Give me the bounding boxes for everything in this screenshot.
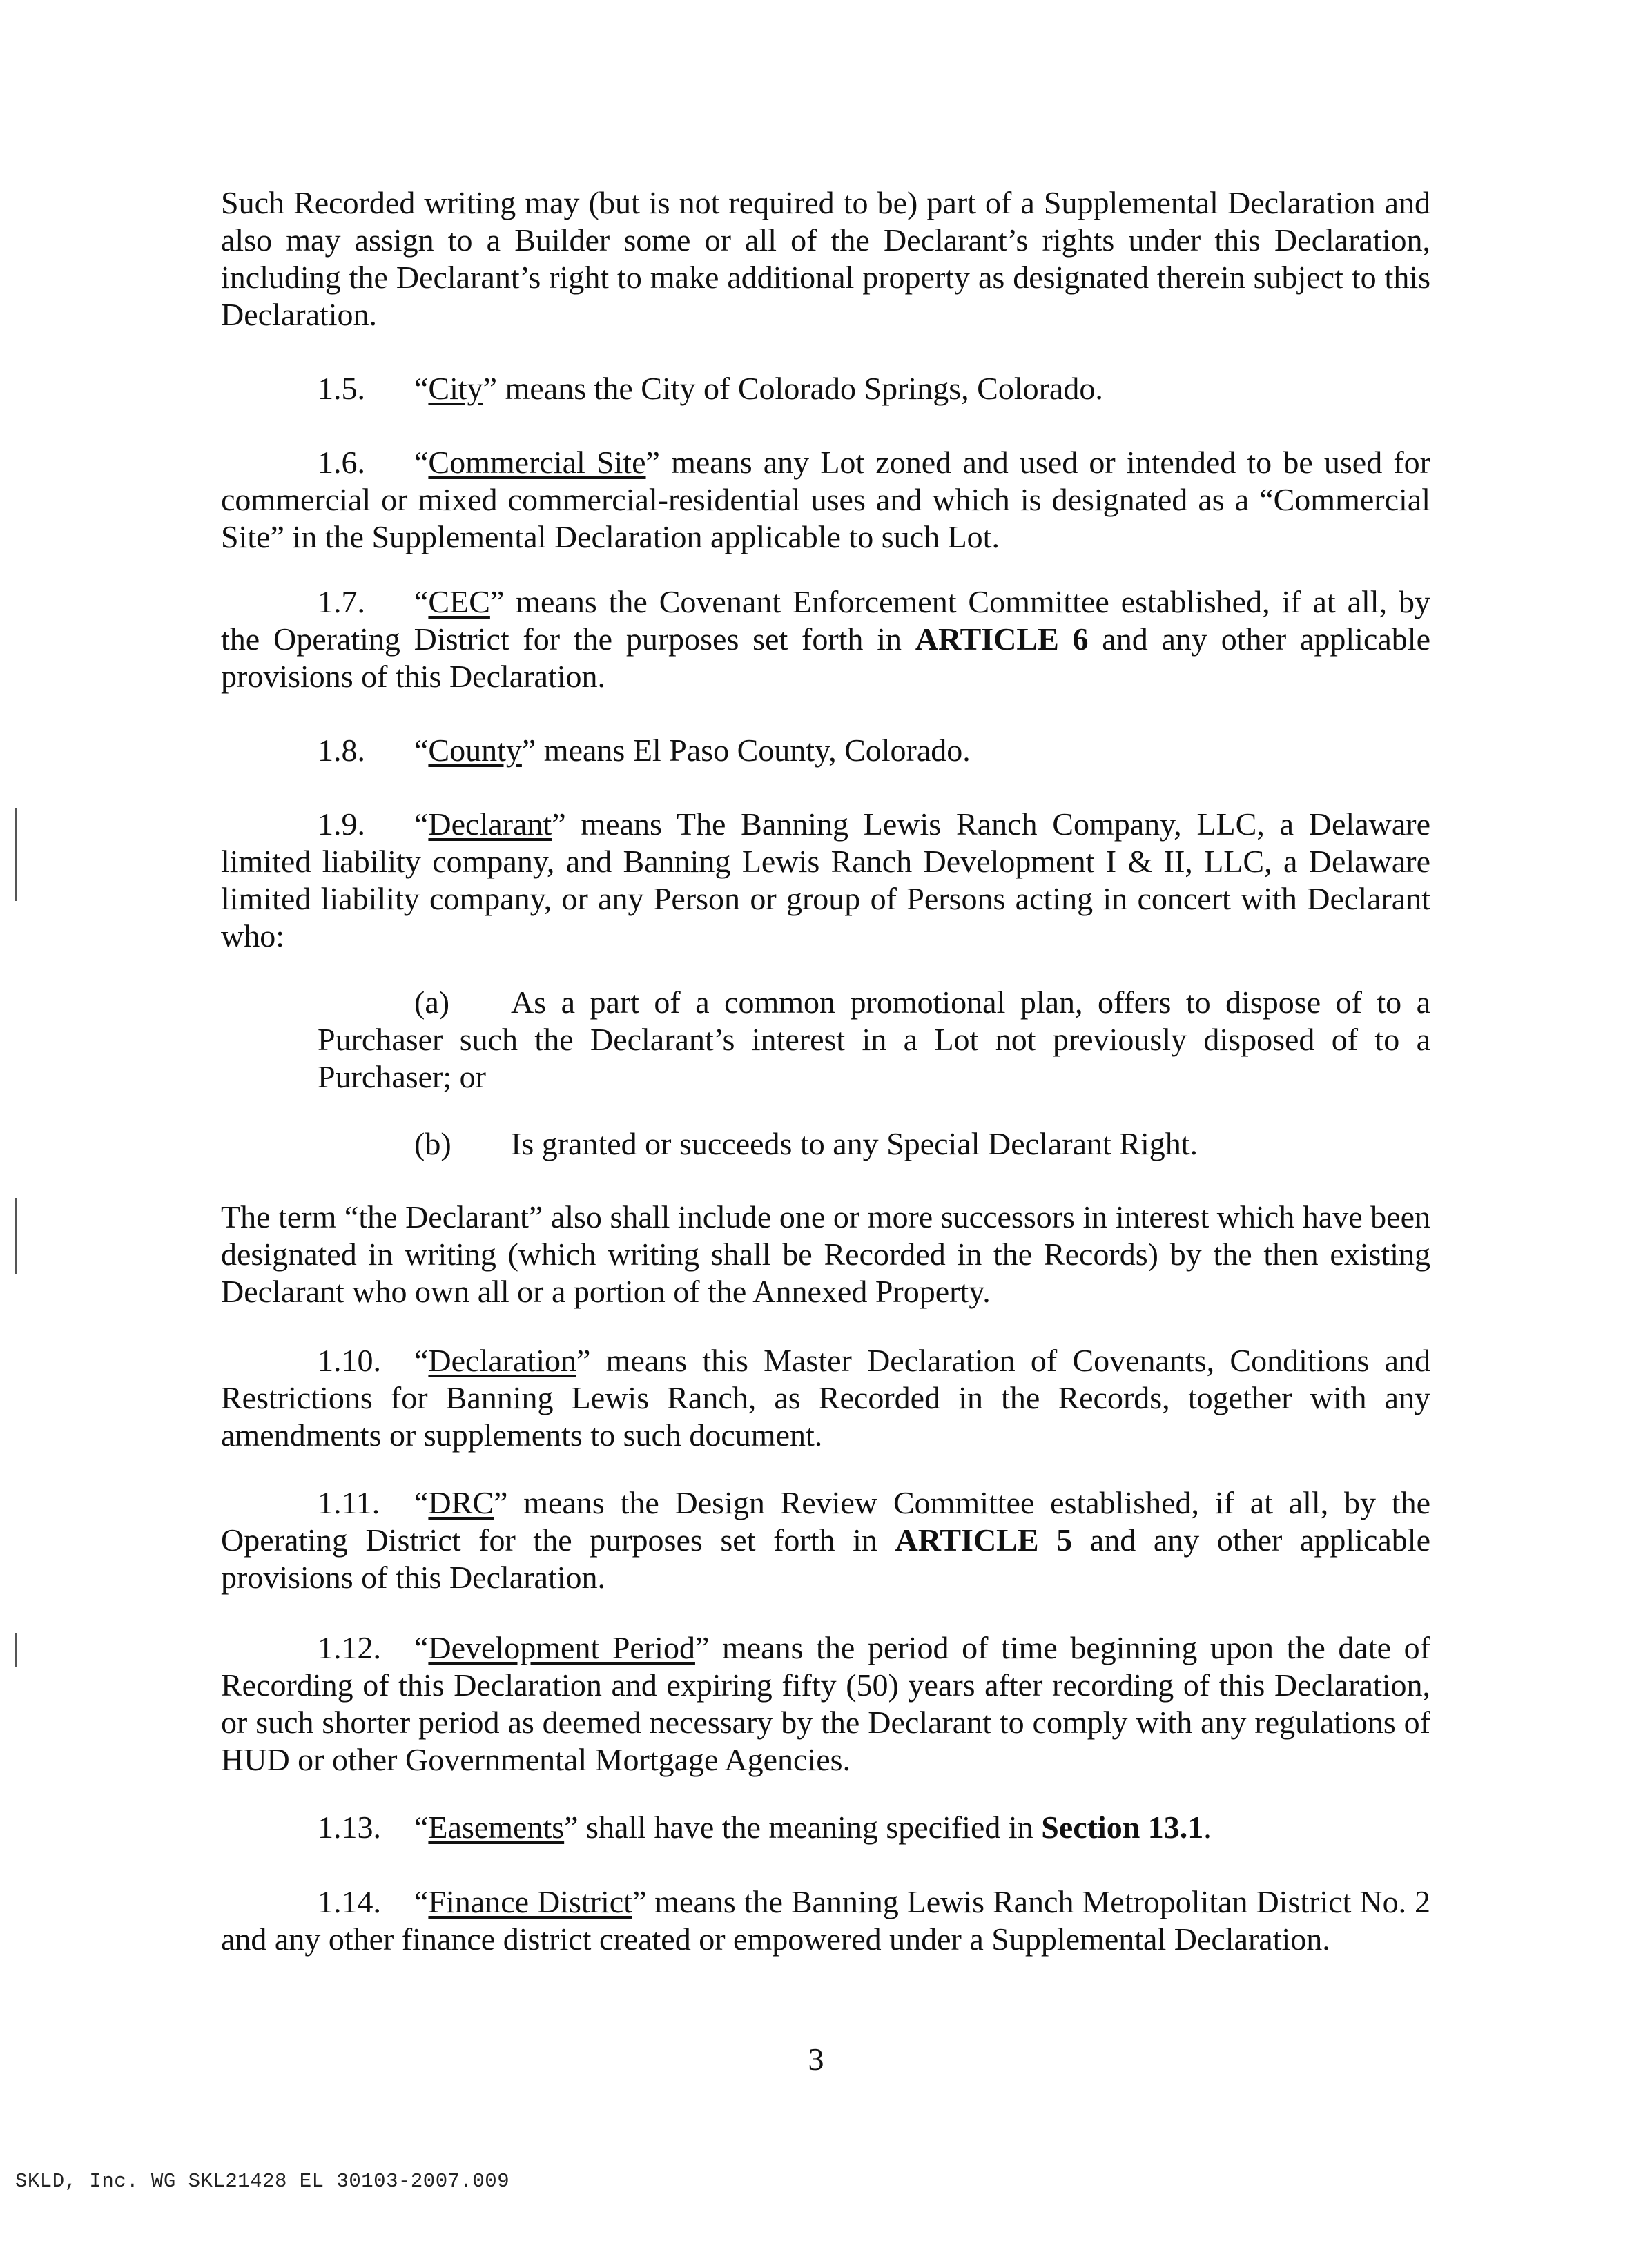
section-number: 1.10. (318, 1343, 381, 1378)
section-1-14: 1.14. “Finance District” means the Banning Lewis Ranch Metropolitan District No. 2 and any other finance district created or empowered under a Supplemental Declaration. (221, 1884, 1430, 1957)
defined-term: Declarant (428, 806, 552, 842)
sub-item-label: (b) (414, 1126, 451, 1161)
defined-term: City (428, 371, 483, 406)
section-number: 1.11. (318, 1485, 380, 1520)
sub-item-label: (a) (414, 985, 450, 1020)
section-1-10: 1.10. “Declaration” means this Master Declaration of Covenants, Conditions and Restrictions for Banning Lewis Ranch, as Recorded in the Records, together with any amendments or supplements to such document. (221, 1343, 1430, 1453)
defined-term: DRC (428, 1485, 494, 1520)
section-1-13: 1.13. “Easements” shall have the meaning specified in Section 13.1. (318, 1810, 1212, 1845)
defined-term: Commercial Site (428, 445, 646, 480)
margin-revision-bar (15, 1633, 17, 1667)
defined-term: Development Period (428, 1630, 695, 1665)
section-number: 1.7. (318, 584, 365, 619)
margin-revision-bar (15, 1198, 17, 1274)
section-number: 1.8. (318, 733, 365, 768)
section-1-9: 1.9. “Declarant” means The Banning Lewis Ranch Company, LLC, a Delaware limited liability company, and Banning Lewis Ranch Development I & II, LLC, a Delaware limited liability company, or any Person or group of Persons acting in concert with Declarant who: (221, 806, 1430, 953)
section-number: 1.5. (318, 371, 365, 406)
sub-item-b: (b) Is granted or succeeds to any Special Declarant Right. (414, 1126, 1198, 1161)
section-1-6: 1.6. “Commercial Site” means any Lot zoned and used or intended to be used for commercial or mixed commercial-residential uses and which is designated as a “Commercial Site” in the Supplemental Declaration applicable to such Lot. (221, 445, 1430, 554)
article-reference: ARTICLE 6 (915, 621, 1089, 657)
section-1-8: 1.8. “County” means El Paso County, Colorado. (318, 733, 971, 768)
article-reference: ARTICLE 5 (895, 1522, 1073, 1558)
section-1-7: 1.7. “CEC” means the Covenant Enforcement Committee established, if at all, by the Operating District for the purposes set forth in ARTICLE 6 and any other applicable provisions of this Declaration. (221, 584, 1430, 694)
sub-item-a: (a) As a part of a common promotional plan, offers to dispose of to a Purchaser such the Declarant’s interest in a Lot not previously disposed of to a Purchaser; or (318, 985, 1430, 1094)
section-number: 1.13. (318, 1810, 381, 1845)
defined-term: Declaration (428, 1343, 576, 1378)
page-number: 3 (808, 2042, 824, 2077)
section-number: 1.14. (318, 1884, 381, 1919)
margin-revision-bar (15, 808, 17, 901)
defined-term: Finance District (428, 1884, 632, 1919)
section-number: 1.9. (318, 806, 365, 842)
document-footer: SKLD, Inc. WG SKL21428 EL 30103-2007.009 (15, 2170, 510, 2193)
section-1-12: 1.12. “Development Period” means the period of time beginning upon the date of Recording of this Declaration and expiring fifty (50) years after recording of this Declaration, or such shorter period as deemed necessary by the Declarant to comply with any regulations of HUD or other Governmental Mortgage Agencies. (221, 1630, 1430, 1777)
section-1-5: 1.5. “City” means the City of Colorado Springs, Colorado. (318, 371, 1103, 406)
defined-term: County (428, 733, 522, 768)
section-number: 1.6. (318, 445, 365, 480)
defined-term: CEC (428, 584, 490, 619)
defined-term: Easements (428, 1810, 565, 1845)
section-1-11: 1.11. “DRC” means the Design Review Committee established, if at all, by the Operating District for the purposes set forth in ARTICLE 5 and any other applicable provisions of this Declaration. (221, 1485, 1430, 1595)
declarant-tail-paragraph: The term “the Declarant” also shall include one or more successors in interest which have been designated in writing (which writing shall be Recorded in the Records) by the then existing Declarant who own all or a portion of the Annexed Property. (221, 1199, 1430, 1309)
intro-paragraph: Such Recorded writing may (but is not required to be) part of a Supplemental Declaration and also may assign to a Builder some or all of the Declarant’s rights under this Declaration, including the Declarant’s right to make additional property as designated therein subject to this Declaration. (221, 185, 1430, 332)
section-reference: Section 13.1 (1041, 1810, 1204, 1845)
section-number: 1.12. (318, 1630, 381, 1665)
